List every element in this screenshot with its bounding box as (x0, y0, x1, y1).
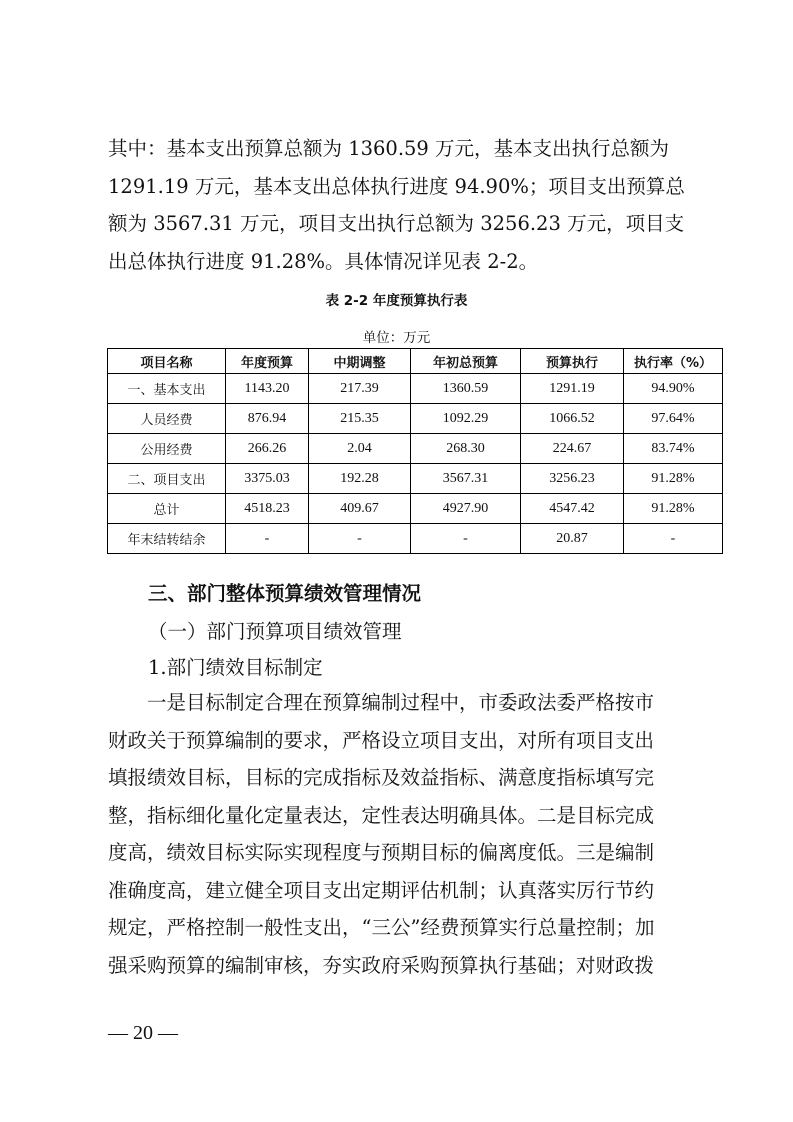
cell-value: - (624, 524, 723, 554)
cell-value: 1092.29 (411, 404, 521, 434)
cell-value: 3256.23 (521, 464, 624, 494)
table-row (108, 404, 723, 434)
header-annual-budget: 年度预算 (226, 349, 309, 374)
body-line: 强采购预算的编制审核，夯实政府采购预算执行基础；对财政拨 (108, 953, 655, 977)
subsection-heading: （一）部门预算项目绩效管理 (148, 620, 402, 643)
intro-line: 额为 3567.31 万元，项目支出执行总额为 3256.23 万元，项目支 (108, 212, 685, 235)
row-name: 一、基本支出 (108, 374, 226, 404)
row-name: 总计 (108, 494, 226, 524)
row-name: 二、项目支出 (108, 464, 226, 494)
body-paragraph (108, 684, 694, 984)
cell-value: 1066.52 (521, 404, 624, 434)
cell-value: 1360.59 (411, 374, 521, 404)
table-caption: 表 2-2 年度预算执行表 (325, 293, 468, 309)
cell-value: - (411, 524, 521, 554)
cell-value: 409.67 (309, 494, 411, 524)
cell-value: - (309, 524, 411, 554)
cell-value: 94.90% (624, 374, 723, 404)
body-line: 一是目标制定合理在预算编制过程中，市委政法委严格按市 (147, 691, 655, 714)
table-row (108, 464, 723, 494)
cell-value: 224.67 (521, 434, 624, 464)
cell-value: 1291.19 (521, 374, 624, 404)
table-row (108, 434, 723, 464)
cell-value: 3567.31 (411, 464, 521, 494)
page-number: — 20 — (108, 1022, 178, 1044)
body-line: 填报绩效目标，目标的完成指标及效益指标、满意度指标填写完 (108, 766, 655, 789)
intro-line: 其中：基本支出预算总额为 1360.59 万元，基本支出执行总额为 (108, 137, 670, 160)
header-mid-adjustment: 中期调整 (309, 349, 411, 374)
table-row (108, 524, 723, 554)
cell-value: - (226, 524, 309, 554)
item-heading: 1.部门绩效目标制定 (148, 656, 323, 679)
section-heading: 三、部门整体预算绩效管理情况 (148, 582, 422, 605)
cell-value: 217.39 (309, 374, 411, 404)
cell-value: 266.26 (226, 434, 309, 464)
cell-value: 215.35 (309, 404, 411, 434)
cell-value: 268.30 (411, 434, 521, 464)
intro-paragraph (108, 130, 694, 280)
table-row (108, 494, 723, 524)
cell-value: 192.28 (309, 464, 411, 494)
cell-value: 4927.90 (411, 494, 521, 524)
table-unit: 单位：万元 (362, 330, 431, 346)
cell-value: 97.64% (624, 404, 723, 434)
header-execution: 预算执行 (521, 349, 624, 374)
body-line: 整，指标细化量化定量表达，定性表达明确具体。二是目标完成 (108, 803, 655, 827)
body-line: 财政关于预算编制的要求，严格设立项目支出，对所有项目支出 (108, 728, 655, 752)
cell-value: 1143.20 (226, 374, 309, 404)
row-name: 人员经费 (108, 404, 226, 434)
cell-value: 91.28% (624, 464, 723, 494)
cell-value: 83.74% (624, 434, 723, 464)
table-row (108, 374, 723, 404)
row-name: 年末结转结余 (108, 524, 226, 554)
intro-line: 出总体执行进度 91.28%。具体情况详见表 2-2。 (108, 249, 539, 273)
cell-value: 4547.42 (521, 494, 624, 524)
row-name: 公用经费 (108, 434, 226, 464)
cell-value: 876.94 (226, 404, 309, 434)
header-execution-rate: 执行率（%） (624, 349, 723, 374)
body-line: 规定，严格控制一般性支出，“三公”经费预算实行总量控制；加 (108, 916, 655, 939)
header-total-budget: 年初总预算 (411, 349, 521, 374)
cell-value: 4518.23 (226, 494, 309, 524)
header-item-name: 项目名称 (108, 349, 226, 374)
cell-value: 20.87 (521, 524, 624, 554)
table-header-row (108, 349, 723, 374)
body-line: 度高，绩效目标实际实现程度与预期目标的偏离度低。三是编制 (108, 841, 655, 864)
budget-execution-table (107, 348, 723, 554)
cell-value: 2.04 (309, 434, 411, 464)
body-line: 准确度高，建立健全项目支出定期评估机制；认真落实厉行节约 (108, 878, 655, 902)
intro-line: 1291.19 万元，基本支出总体执行进度 94.90%；项目支出预算总 (108, 174, 685, 198)
cell-value: 3375.03 (226, 464, 309, 494)
cell-value: 91.28% (624, 494, 723, 524)
